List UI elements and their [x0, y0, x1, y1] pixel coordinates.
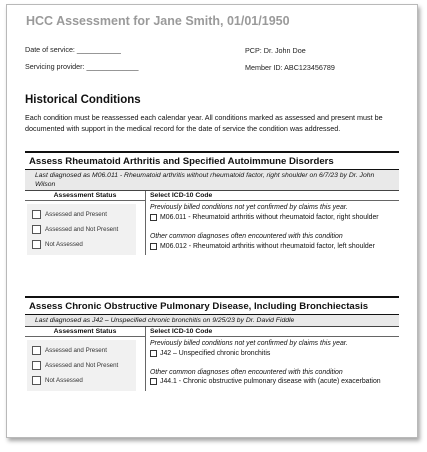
other-diagnoses-note: Other common diagnoses often encountered with this condition [150, 369, 343, 377]
section-title: Assess Rheumatoid Arthritis and Specified Autoimmune Disorders [25, 151, 399, 170]
servicing-provider-field[interactable]: Servicing provider: _____________ [25, 62, 139, 71]
select-icd10-header: Select ICD-10 Code [150, 191, 399, 201]
condition-section-rheumatoid [25, 151, 399, 255]
checkbox[interactable] [32, 210, 41, 219]
last-diagnosed-note: Last diagnosed as J42 – Unspecified chronic bronchitis on 9/25/23 by Dr. David Fiddle [25, 315, 399, 327]
status-option-assessed-present[interactable]: Assessed and Present [32, 207, 136, 222]
checkbox[interactable] [32, 346, 41, 355]
member-id-label: Member ID: ABC123456789 [245, 63, 335, 72]
assessment-form [6, 4, 418, 438]
status-option-assessed-present[interactable]: Assessed and Present [32, 343, 136, 358]
condition-section-copd [25, 296, 399, 391]
checkbox[interactable] [32, 376, 41, 385]
checkbox[interactable] [32, 240, 41, 249]
previously-billed-note: Previously billed conditions not yet confirmed by claims this year. [150, 204, 348, 212]
checkbox[interactable] [150, 214, 157, 221]
pcp-label: PCP: Dr. John Doe [245, 46, 306, 55]
last-diagnosed-note: Last diagnosed as M06.011 - Rheumatoid arthritis without rheumatoid factor, right shoulder on 6/7/23 by Dr. John Wilson [25, 170, 399, 191]
status-option-not-assessed[interactable]: Not Assessed [32, 237, 136, 252]
assessment-status-header: Assessment Status [25, 191, 145, 201]
section-title: Assess Chronic Obstructive Pulmonary Disease, Including Bronchiectasis [25, 296, 399, 315]
status-option-not-assessed[interactable]: Not Assessed [32, 373, 136, 388]
assessment-status-header: Assessment Status [25, 327, 145, 337]
icd10-option-other[interactable]: M06.012 - Rheumatoid arthritis without rheumatoid factor, left shoulder [150, 242, 399, 251]
historical-conditions-intro: Each condition must be reassessed each calendar year. All conditions marked as assessed and present must be documented with support in the medical record for the date of service the condition was addressed. [25, 113, 383, 133]
status-option-assessed-not-present[interactable]: Assessed and Not Present [32, 222, 136, 237]
other-diagnoses-note: Other common diagnoses often encountered with this condition [150, 233, 343, 241]
historical-conditions-heading: Historical Conditions [25, 94, 141, 106]
icd10-option-previous[interactable]: M06.011 - Rheumatoid arthritis without rheumatoid factor, right shoulder [150, 213, 399, 222]
assessment-status-options [27, 340, 136, 391]
select-icd10-header: Select ICD-10 Code [150, 327, 399, 337]
form-title: HCC Assessment for Jane Smith, 01/01/1950 [26, 14, 290, 28]
checkbox[interactable] [32, 361, 41, 370]
checkbox[interactable] [150, 243, 157, 250]
icd10-option-previous[interactable]: J42 – Unspecified chronic bronchitis [150, 349, 399, 358]
previously-billed-note: Previously billed conditions not yet confirmed by claims this year. [150, 340, 348, 348]
checkbox[interactable] [32, 225, 41, 234]
checkbox[interactable] [150, 378, 157, 385]
icd10-option-other[interactable]: J44.1 - Chronic obstructive pulmonary disease with (acute) exacerbation [150, 377, 399, 386]
checkbox[interactable] [150, 350, 157, 357]
assessment-status-options [27, 204, 136, 255]
status-option-assessed-not-present[interactable]: Assessed and Not Present [32, 358, 136, 373]
date-of-service-field[interactable]: Date of service: ___________ [25, 45, 121, 54]
